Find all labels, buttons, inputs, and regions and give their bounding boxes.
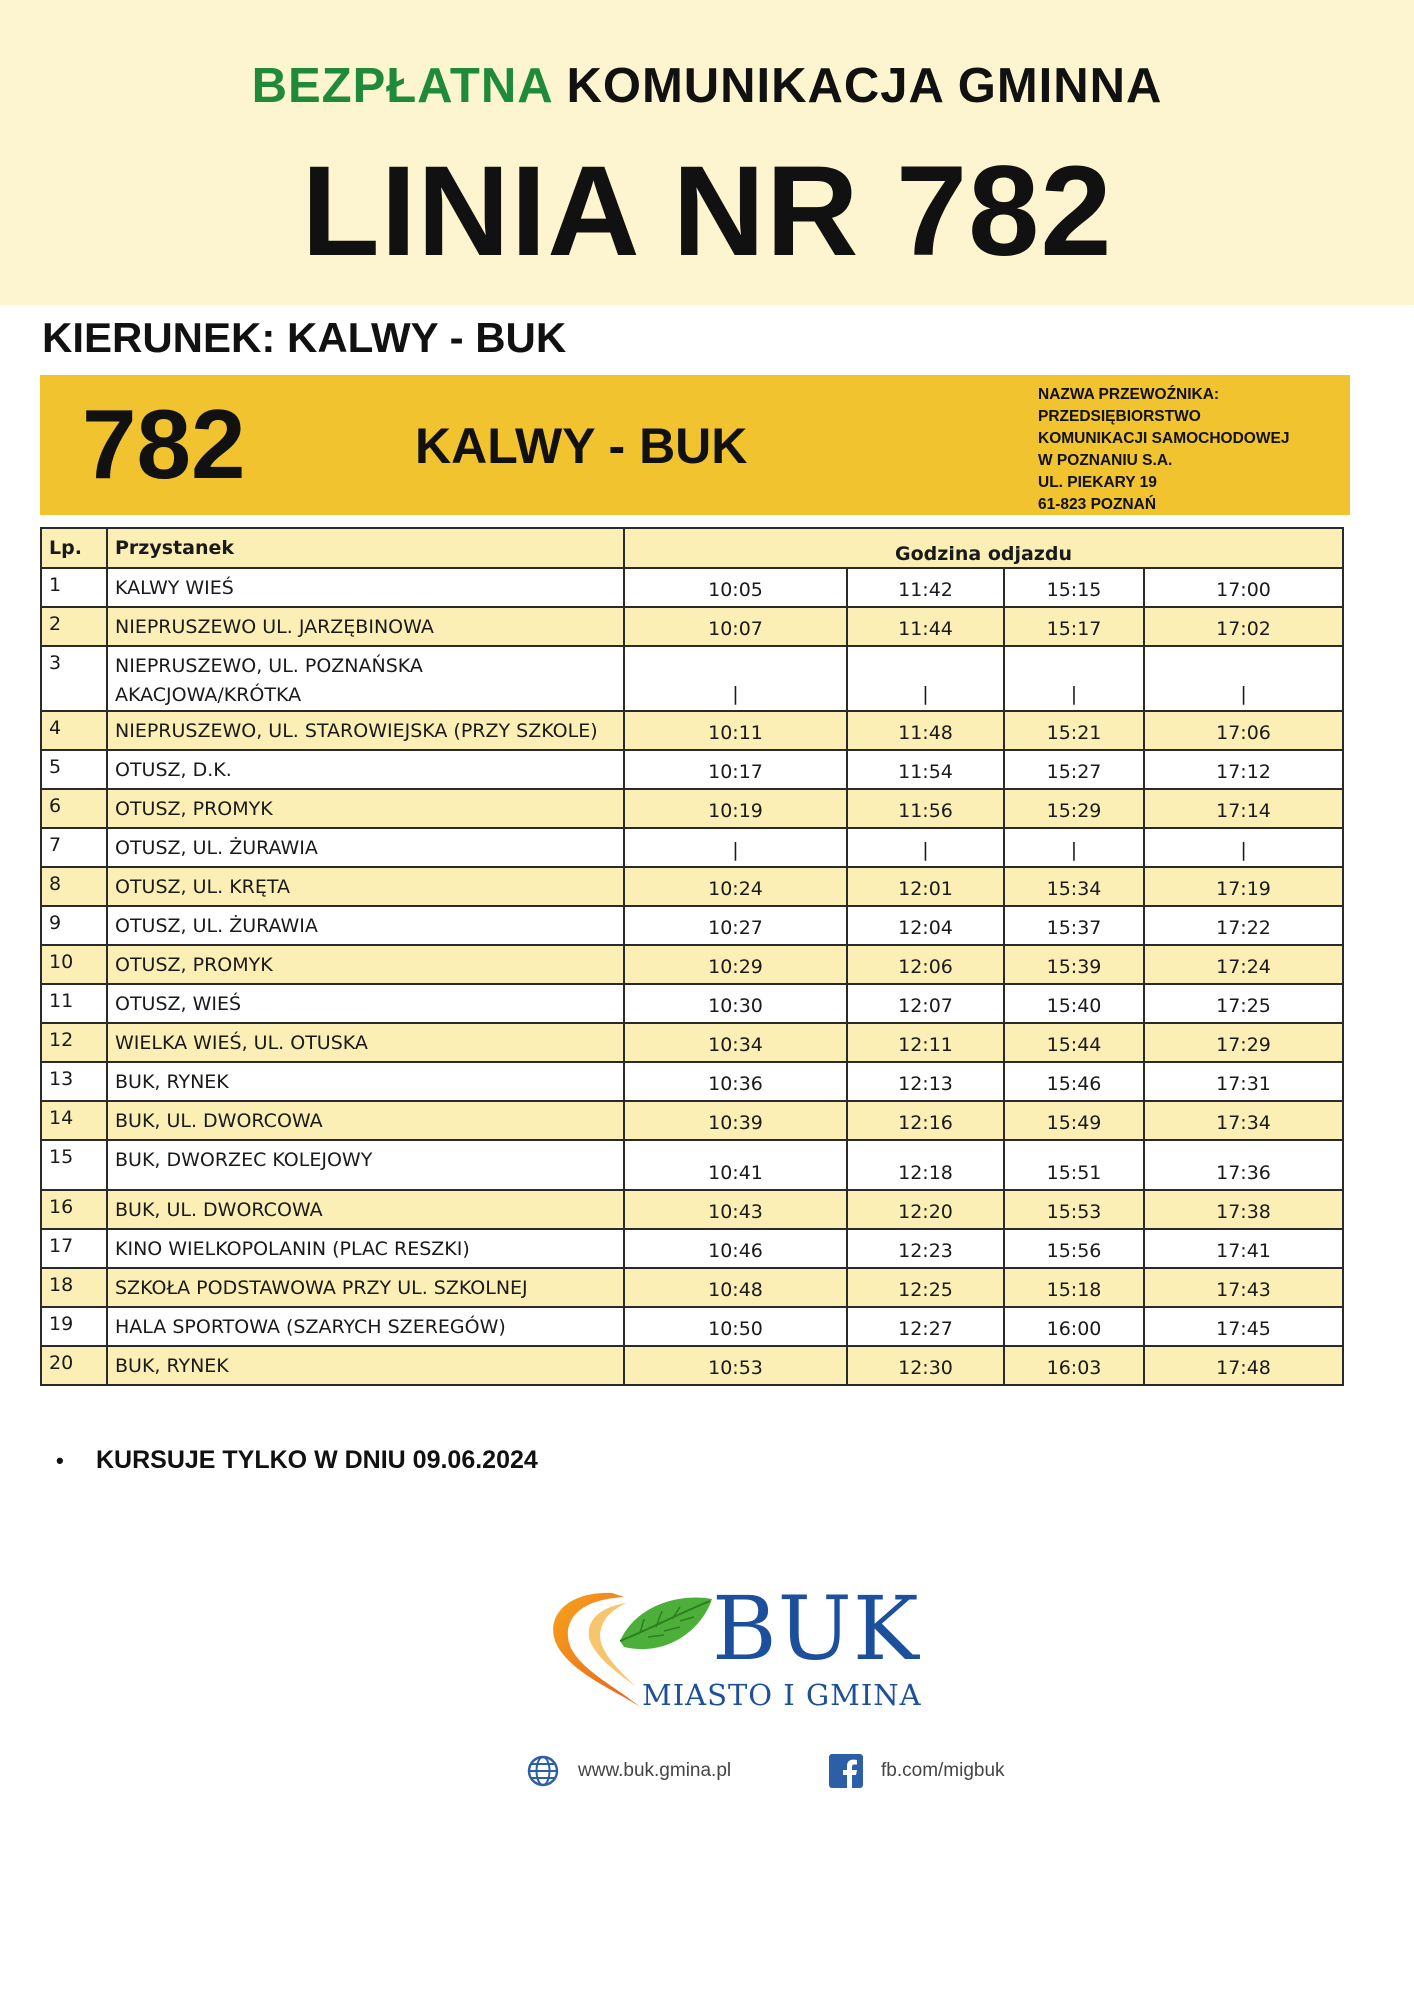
departure-time: 11:54 — [847, 750, 1004, 789]
stop-name — [107, 1190, 624, 1229]
row-number: 2 — [41, 607, 107, 646]
stop-name — [107, 1140, 624, 1190]
departure-time: 10:17 — [624, 750, 847, 789]
stop-name-line: WIELKA WIEŚ, UL. OTUSKA — [115, 1032, 368, 1054]
row-number: 11 — [41, 984, 107, 1023]
departure-time: | — [1144, 646, 1343, 711]
departure-time: 17:19 — [1144, 867, 1343, 906]
stop-name-line: NIEPRUSZEWO, UL. POZNAŃSKA — [115, 655, 423, 677]
departure-time: 17:38 — [1144, 1190, 1343, 1229]
row-number: 19 — [41, 1307, 107, 1346]
departure-time: 10:29 — [624, 945, 847, 984]
stop-name — [107, 867, 624, 906]
stop-name — [107, 984, 624, 1023]
stop-name-line: BUK, UL. DWORCOWA — [115, 1110, 323, 1132]
departure-time: 15:46 — [1004, 1062, 1144, 1101]
row-number: 17 — [41, 1229, 107, 1268]
stop-name-line: OTUSZ, PROMYK — [115, 954, 273, 976]
stop-name — [107, 789, 624, 828]
row-number: 15 — [41, 1140, 107, 1190]
stop-name — [107, 1307, 624, 1346]
route-number: 782 — [82, 389, 246, 499]
departure-time: 12:16 — [847, 1101, 1004, 1140]
departure-time: 17:29 — [1144, 1023, 1343, 1062]
timetable-body — [41, 568, 1343, 1385]
departure-time: 10:30 — [624, 984, 847, 1023]
departure-time: 12:07 — [847, 984, 1004, 1023]
col-lp-header: Lp. — [41, 528, 107, 568]
stop-name-line: KALWY WIEŚ — [115, 577, 234, 599]
stop-name-line: NIEPRUSZEWO, UL. STAROWIEJSKA (PRZY SZKOLE) — [115, 720, 598, 742]
stop-name-line: BUK, UL. DWORCOWA — [115, 1199, 323, 1221]
row-number: 13 — [41, 1062, 107, 1101]
logo-title: BUK — [712, 1577, 920, 1680]
stop-name — [107, 1229, 624, 1268]
departure-time: 16:03 — [1004, 1346, 1144, 1385]
table-row — [41, 711, 1343, 750]
departure-time: 12:30 — [847, 1346, 1004, 1385]
headline — [0, 58, 1414, 114]
table-row — [41, 984, 1343, 1023]
table-row — [41, 646, 1343, 711]
departure-time: 10:46 — [624, 1229, 847, 1268]
departure-time: 17:02 — [1144, 607, 1343, 646]
departure-time: 12:01 — [847, 867, 1004, 906]
carrier-info — [1038, 384, 1289, 516]
departure-time: | — [624, 828, 847, 867]
table-row — [41, 867, 1343, 906]
stop-name-line: OTUSZ, WIEŚ — [115, 993, 242, 1015]
stop-name-line: SZKOŁA PODSTAWOWA PRZY UL. SZKOLNEJ — [115, 1277, 528, 1299]
stop-name — [107, 828, 624, 867]
departure-time: 15:39 — [1004, 945, 1144, 984]
stop-name-line: OTUSZ, UL. ŻURAWIA — [115, 837, 318, 859]
note-text: KURSUJE TYLKO W DNIU 09.06.2024 — [96, 1446, 538, 1474]
stop-name-line: OTUSZ, UL. ŻURAWIA — [115, 915, 318, 937]
departure-time: 15:15 — [1004, 568, 1144, 607]
departure-time: 12:20 — [847, 1190, 1004, 1229]
departure-time: 11:42 — [847, 568, 1004, 607]
col-stop-header: Przystanek — [107, 528, 624, 568]
row-number: 18 — [41, 1268, 107, 1307]
row-number: 7 — [41, 828, 107, 867]
table-row — [41, 1346, 1343, 1385]
note — [56, 1446, 538, 1475]
stop-name — [107, 906, 624, 945]
bullet-icon: • — [56, 1448, 64, 1473]
departure-time: | — [1004, 828, 1144, 867]
stop-name — [107, 1346, 624, 1385]
departure-time: 12:11 — [847, 1023, 1004, 1062]
departure-time: 17:31 — [1144, 1062, 1343, 1101]
stop-name — [107, 945, 624, 984]
stop-name-line: KINO WIELKOPOLANIN (PLAC RESZKI) — [115, 1238, 470, 1260]
stop-name-line: OTUSZ, UL. KRĘTA — [115, 876, 290, 898]
departure-time: 15:18 — [1004, 1268, 1144, 1307]
table-row — [41, 1140, 1343, 1190]
table-row — [41, 1023, 1343, 1062]
departure-time: 17:48 — [1144, 1346, 1343, 1385]
departure-time: 10:27 — [624, 906, 847, 945]
departure-time: 17:34 — [1144, 1101, 1343, 1140]
departure-time: 15:29 — [1004, 789, 1144, 828]
departure-time: 15:40 — [1004, 984, 1144, 1023]
line-title: LINIA NR 782 — [301, 140, 1113, 283]
departure-time: 10:34 — [624, 1023, 847, 1062]
row-number: 1 — [41, 568, 107, 607]
departure-time: 12:25 — [847, 1268, 1004, 1307]
logo-subtitle: MIASTO I GMINA — [642, 1678, 922, 1712]
route-banner — [40, 375, 1350, 515]
departure-time: 15:56 — [1004, 1229, 1144, 1268]
departure-time: 17:12 — [1144, 750, 1343, 789]
stop-name-line: NIEPRUSZEWO UL. JARZĘBINOWA — [115, 616, 434, 638]
stop-name — [107, 1268, 624, 1307]
departure-time: | — [624, 646, 847, 711]
timetable — [40, 527, 1344, 1386]
departure-time: 10:11 — [624, 711, 847, 750]
stop-name-line: OTUSZ, D.K. — [115, 759, 232, 781]
website-link[interactable] — [526, 1754, 731, 1788]
stop-name — [107, 1101, 624, 1140]
row-number: 3 — [41, 646, 107, 711]
stop-name-line: BUK, DWORZEC KOLEJOWY — [115, 1149, 373, 1171]
stop-name-line: HALA SPORTOWA (SZARYCH SZEREGÓW) — [115, 1316, 506, 1338]
direction-title: KIERUNEK: KALWY - BUK — [42, 314, 567, 361]
departure-time: 10:36 — [624, 1062, 847, 1101]
carrier-line: W POZNANIU S.A. — [1038, 452, 1173, 469]
row-number: 6 — [41, 789, 107, 828]
row-number: 9 — [41, 906, 107, 945]
buk-logo — [540, 1577, 930, 1715]
row-number: 20 — [41, 1346, 107, 1385]
row-number: 10 — [41, 945, 107, 984]
departure-time: 11:56 — [847, 789, 1004, 828]
departure-time: 11:44 — [847, 607, 1004, 646]
table-row — [41, 607, 1343, 646]
row-number: 4 — [41, 711, 107, 750]
departure-time: | — [1144, 828, 1343, 867]
departure-time: 12:23 — [847, 1229, 1004, 1268]
departure-time: 15:27 — [1004, 750, 1144, 789]
table-row — [41, 945, 1343, 984]
departure-time: | — [847, 646, 1004, 711]
row-number: 16 — [41, 1190, 107, 1229]
table-row — [41, 568, 1343, 607]
globe-icon — [526, 1754, 560, 1788]
table-row — [41, 1190, 1343, 1229]
stop-name — [107, 568, 624, 607]
table-row — [41, 789, 1343, 828]
stop-name-line: OTUSZ, PROMYK — [115, 798, 273, 820]
departure-time: | — [1004, 646, 1144, 711]
departure-time: 10:41 — [624, 1140, 847, 1190]
departure-time: 10:05 — [624, 568, 847, 607]
facebook-icon — [829, 1754, 863, 1788]
col-departure-header: Godzina odjazdu — [624, 528, 1343, 568]
website-text: www.buk.gmina.pl — [578, 1760, 732, 1781]
departure-time: 12:13 — [847, 1062, 1004, 1101]
departure-time: 10:43 — [624, 1190, 847, 1229]
row-number: 14 — [41, 1101, 107, 1140]
carrier-line: KOMUNIKACJI SAMOCHODOWEJ — [1038, 430, 1290, 447]
carrier-line: UL. PIEKARY 19 — [1038, 474, 1157, 491]
carrier-line: PRZEDSIĘBIORSTWO — [1038, 408, 1201, 425]
table-row — [41, 1101, 1343, 1140]
stop-name — [107, 750, 624, 789]
departure-time: 10:39 — [624, 1101, 847, 1140]
facebook-link[interactable] — [829, 1754, 1005, 1788]
departure-time: 12:27 — [847, 1307, 1004, 1346]
departure-time: 15:44 — [1004, 1023, 1144, 1062]
row-number: 12 — [41, 1023, 107, 1062]
departure-time: 15:53 — [1004, 1190, 1144, 1229]
table-row — [41, 1062, 1343, 1101]
stop-name-line: AKACJOWA/KRÓTKA — [115, 684, 302, 706]
departure-time: 17:06 — [1144, 711, 1343, 750]
departure-time: 17:25 — [1144, 984, 1343, 1023]
departure-time: 10:50 — [624, 1307, 847, 1346]
stop-name — [107, 1023, 624, 1062]
stop-name-line: BUK, RYNEK — [115, 1071, 229, 1093]
departure-time: 17:00 — [1144, 568, 1343, 607]
departure-time: 17:41 — [1144, 1229, 1343, 1268]
departure-time: 10:48 — [624, 1268, 847, 1307]
departure-time: 17:14 — [1144, 789, 1343, 828]
facebook-text: fb.com/migbuk — [881, 1760, 1005, 1781]
table-row — [41, 1229, 1343, 1268]
header-band — [0, 0, 1414, 305]
headline-free: BEZPŁATNA — [251, 59, 552, 113]
table-row — [41, 1268, 1343, 1307]
departure-time: 15:34 — [1004, 867, 1144, 906]
departure-time: 12:04 — [847, 906, 1004, 945]
departure-time: 17:24 — [1144, 945, 1343, 984]
departure-time: 15:49 — [1004, 1101, 1144, 1140]
stop-name — [107, 711, 624, 750]
stop-name — [107, 607, 624, 646]
departure-time: 16:00 — [1004, 1307, 1144, 1346]
departure-time: 11:48 — [847, 711, 1004, 750]
departure-time: 17:43 — [1144, 1268, 1343, 1307]
stop-name — [107, 646, 624, 711]
stop-name — [107, 1062, 624, 1101]
row-number: 8 — [41, 867, 107, 906]
table-row — [41, 750, 1343, 789]
departure-time: 10:53 — [624, 1346, 847, 1385]
departure-time: | — [847, 828, 1004, 867]
departure-time: 15:37 — [1004, 906, 1144, 945]
route-name: KALWY - BUK — [415, 418, 748, 474]
headline-rest: KOMUNIKACJA GMINNA — [566, 59, 1163, 113]
departure-time: 10:19 — [624, 789, 847, 828]
departure-time: 15:51 — [1004, 1140, 1144, 1190]
table-row — [41, 906, 1343, 945]
departure-time: 15:17 — [1004, 607, 1144, 646]
departure-time: 10:07 — [624, 607, 847, 646]
carrier-line: NAZWA PRZEWOŹNIKA: — [1038, 386, 1220, 403]
departure-time: 17:36 — [1144, 1140, 1343, 1190]
table-row — [41, 1307, 1343, 1346]
departure-time: 15:21 — [1004, 711, 1144, 750]
departure-time: 10:24 — [624, 867, 847, 906]
table-header-row — [41, 528, 1343, 568]
stop-name-line: BUK, RYNEK — [115, 1355, 229, 1377]
departure-time: 12:06 — [847, 945, 1004, 984]
departure-time: 17:22 — [1144, 906, 1343, 945]
departure-time: 17:45 — [1144, 1307, 1343, 1346]
carrier-line: 61-823 POZNAŃ — [1038, 496, 1157, 513]
table-row — [41, 828, 1343, 867]
departure-time: 12:18 — [847, 1140, 1004, 1190]
row-number: 5 — [41, 750, 107, 789]
